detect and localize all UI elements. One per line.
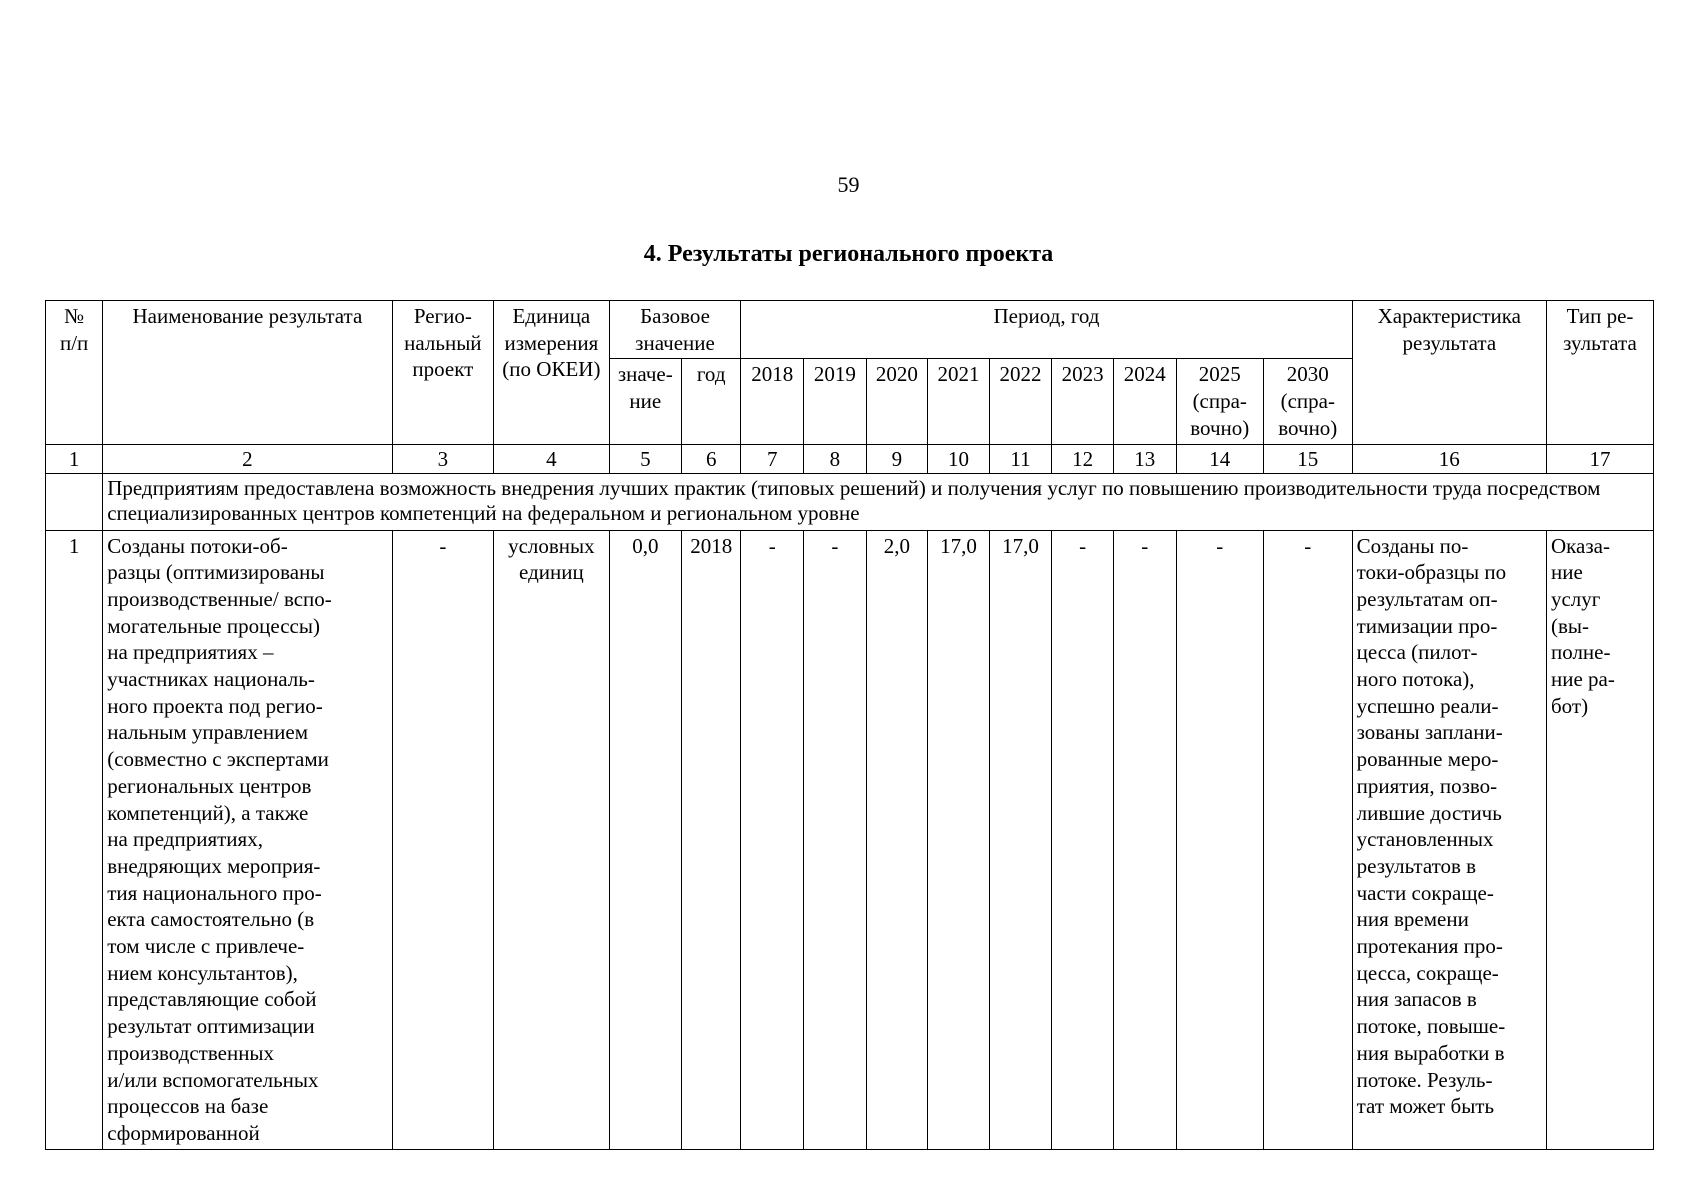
col-header-year-2030: 2030 (спра- вочно) xyxy=(1263,359,1352,444)
col-header-year-2020: 2020 xyxy=(866,359,928,444)
col-header-year-2024: 2024 xyxy=(1113,359,1176,444)
col-header-regional-project: Регио- нальный проект xyxy=(392,301,494,445)
column-number: 4 xyxy=(494,444,610,473)
value-2020: 2,0 xyxy=(866,530,928,1149)
column-number: 3 xyxy=(392,444,494,473)
value-2019: - xyxy=(804,530,867,1149)
column-number: 15 xyxy=(1263,444,1352,473)
results-table xyxy=(45,300,1654,1150)
col-header-result-type: Тип ре- зультата xyxy=(1546,301,1653,445)
col-header-base-value-sub: значе- ние xyxy=(609,359,681,444)
goal-row-num-cell xyxy=(46,473,103,530)
regional-project-value: - xyxy=(392,530,494,1149)
section-heading: 4. Результаты регионального проекта xyxy=(643,241,1054,267)
value-2030: - xyxy=(1263,530,1352,1149)
col-header-year-2021: 2021 xyxy=(928,359,990,444)
column-number: 2 xyxy=(103,444,392,473)
column-number: 10 xyxy=(928,444,990,473)
column-number: 14 xyxy=(1176,444,1263,473)
goal-row xyxy=(46,473,1654,530)
col-header-year-2019: 2019 xyxy=(804,359,867,444)
column-number: 8 xyxy=(804,444,867,473)
column-number: 9 xyxy=(866,444,928,473)
row-num: 1 xyxy=(46,530,103,1149)
col-header-num: № п/п xyxy=(46,301,103,445)
column-number: 16 xyxy=(1352,444,1546,473)
result-name: Созданы потоки-об- разцы (оптимизированы производственные/ вспо- могательные процессы) на предприятиях – участниках националь- ного проекта под регио- нальным управлением (совместно с экспертами региональных центров компетенций), а также на предприятиях, внедряющих мероприя- тия национального про- екта самостоятельно (в том числе с привлече- нием консультантов), представляющие собой результат оптимизации производственных и/или вспомогательных процессов на базе сформированной xyxy=(103,530,392,1149)
table-row xyxy=(46,530,1654,1149)
goal-text: Предприятиям предоставлена возможность внедрения лучших практик (типовых решений) и получения услуг по повышению производительности труда посредством специализированных центров компетенций на федеральном и региональном уровне xyxy=(103,473,1654,530)
column-number: 5 xyxy=(609,444,681,473)
column-number: 13 xyxy=(1113,444,1176,473)
value-2022: 17,0 xyxy=(989,530,1052,1149)
base-value: 0,0 xyxy=(609,530,681,1149)
column-numbers-row xyxy=(46,444,1654,473)
result-type: Оказа- ние услуг (вы- полне- ние ра- бот) xyxy=(1546,530,1653,1149)
column-number: 6 xyxy=(681,444,740,473)
result-characteristic: Созданы по- токи-образцы по результатам оп- тимизации про- цесса (пилот- ного потока), успешно реали- зованы заплани- рованные меро- приятия, позво- лившие достичь установленных результатов в части сокраще- ния времени протекания про- цесса, сокраще- ния запасов в потоке, повыше- ния выработки в потоке. Резуль- тат может быть xyxy=(1352,530,1546,1149)
col-header-period: Период, год xyxy=(741,301,1352,359)
column-number: 7 xyxy=(741,444,804,473)
col-header-base-value: Базовое значение xyxy=(609,301,741,359)
column-number: 1 xyxy=(46,444,103,473)
col-header-year-2023: 2023 xyxy=(1052,359,1114,444)
value-2025: - xyxy=(1176,530,1263,1149)
col-header-characteristic: Характеристика результата xyxy=(1352,301,1546,445)
base-year: 2018 xyxy=(681,530,740,1149)
value-2018: - xyxy=(741,530,804,1149)
col-header-year-2022: 2022 xyxy=(989,359,1052,444)
value-2021: 17,0 xyxy=(928,530,990,1149)
col-header-name: Наименование результата xyxy=(103,301,392,445)
col-header-unit: Единица измерения (по ОКЕИ) xyxy=(494,301,610,445)
page-number: 59 xyxy=(837,172,860,197)
column-number: 17 xyxy=(1546,444,1653,473)
column-number: 11 xyxy=(989,444,1052,473)
col-header-year-2018: 2018 xyxy=(741,359,804,444)
value-2024: - xyxy=(1113,530,1176,1149)
header-row xyxy=(46,301,1654,359)
value-2023: - xyxy=(1052,530,1114,1149)
column-number: 12 xyxy=(1052,444,1114,473)
unit-value: условных единиц xyxy=(494,530,610,1149)
col-header-year-2025: 2025 (спра- вочно) xyxy=(1176,359,1263,444)
col-header-base-year: год xyxy=(681,359,740,444)
